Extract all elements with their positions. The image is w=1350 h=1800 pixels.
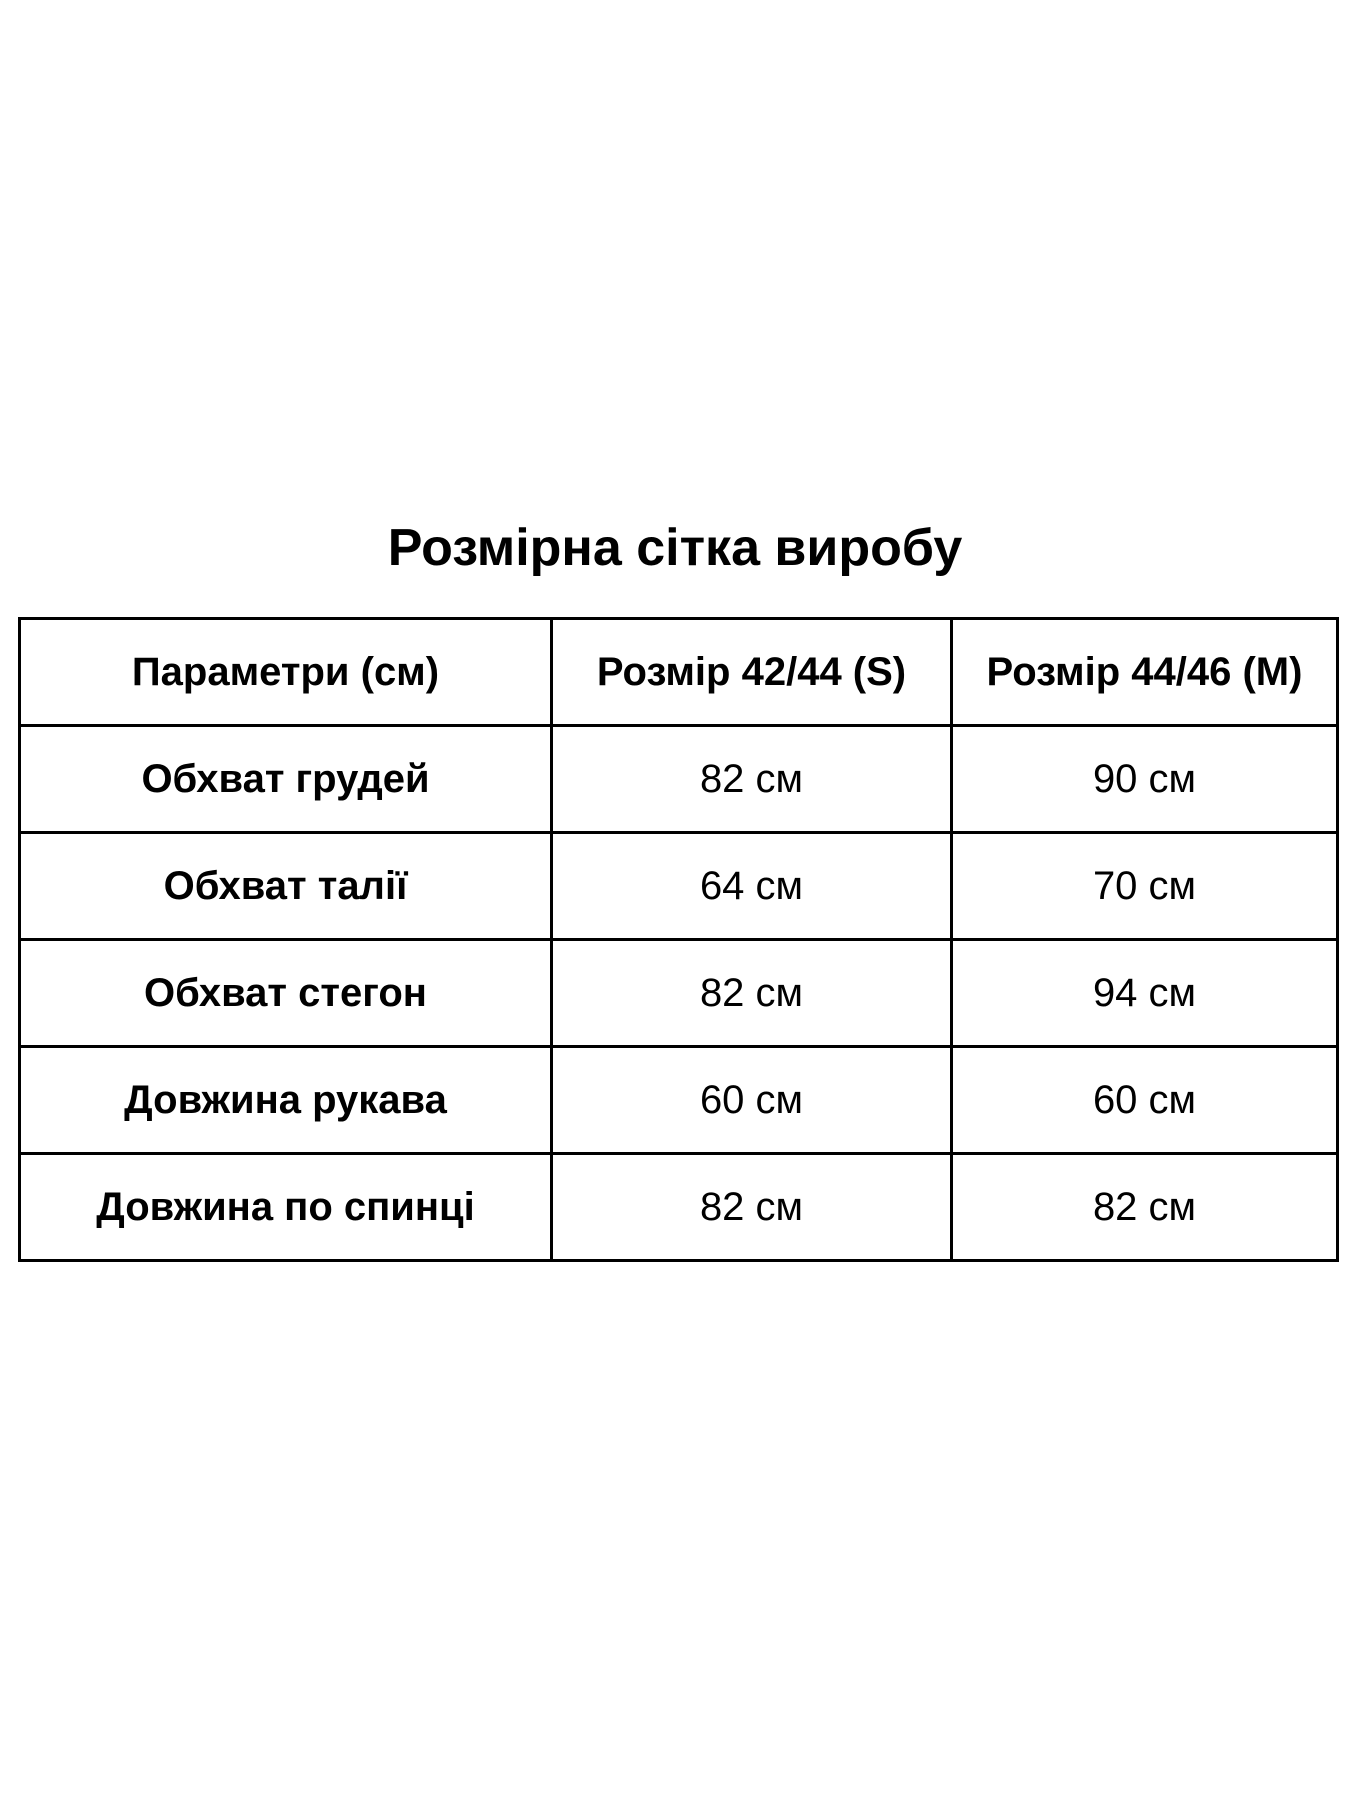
row-value-m: 82 см [952,1154,1338,1261]
row-value-s: 82 см [552,940,952,1047]
row-value-m: 60 см [952,1047,1338,1154]
row-param: Довжина по спинці [20,1154,552,1261]
row-param: Обхват грудей [20,726,552,833]
row-value-s: 64 см [552,833,952,940]
table-row [20,726,1338,833]
row-value-m: 70 см [952,833,1338,940]
table-header-row [20,619,1338,726]
size-table [18,617,1339,1262]
header-size-m: Розмір 44/46 (M) [952,619,1338,726]
table-row [20,833,1338,940]
table-row [20,1047,1338,1154]
table-row [20,1154,1338,1261]
page-title: Розмірна сітка виробу [387,519,963,577]
header-size-s: Розмір 42/44 (S) [552,619,952,726]
row-param: Обхват талії [20,833,552,940]
row-value-m: 90 см [952,726,1338,833]
table-row [20,940,1338,1047]
row-value-s: 82 см [552,1154,952,1261]
header-parameters: Параметри (см) [20,619,552,726]
row-value-m: 94 см [952,940,1338,1047]
row-param: Обхват стегон [20,940,552,1047]
row-value-s: 82 см [552,726,952,833]
row-param: Довжина рукава [20,1047,552,1154]
row-value-s: 60 см [552,1047,952,1154]
